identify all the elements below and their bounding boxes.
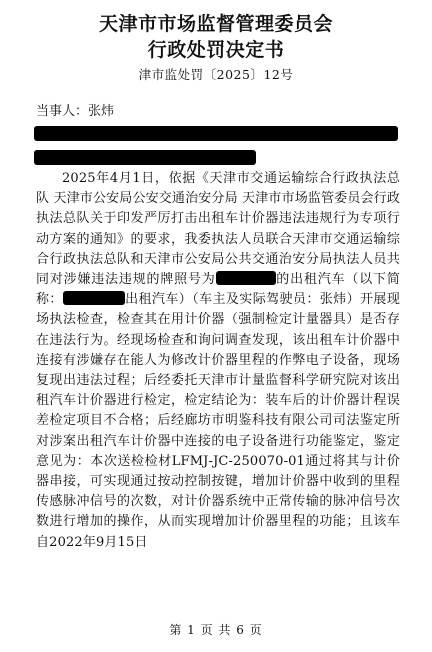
body-text-part-1: 2025年4月1日，依据《天津市交通运输综合行政执法总队 天津市公安局公安交通治安分局 天津市市场监管委员会行政执法总队关于印发严厉打击出租车计价器违法违规行为专项行动方案的通知》的要求，我委执法人员联合天津市交通运输综合行政执法总队和天津市公安局公共交通治安分局执法人员共同对涉嫌违法违规的牌照号为 bbox=[36, 171, 400, 288]
redaction-plate-number bbox=[216, 271, 276, 285]
decision-body-paragraph bbox=[36, 169, 400, 553]
document-type-title: 行政处罚决定书 bbox=[147, 39, 285, 61]
body-text-part-3: 出租汽车）（车主及实际驾驶员：张炜）开展现场执法检查，检查其在用计价器（强制检定计量器具）是否存在违法行为。经现场检查和询问调查发现，该出租车计价器中连接有涉嫌存在能人为修改计价器里程的作弊电子设备，现场复现出违法过程；后经委托天津市计量监督科学研究院对该出租汽车计价器进行检定，检定结论为：装车后的计价器计程误差检定项目不合格；后经廊坊市明鉴科技有限公司司法鉴定所对涉案出租汽车计价器中连接的电子设备进行功能鉴定，鉴定意见为：本次送检检材LFMJ-JC-250070-01通过将其与计价器串接，可实现通过按动控制按键，增加计价器中收到的里程传感脉冲信号的次数，对计价器系统中正常传输的脉冲信号次数进行增加的操作，从而实现增加计价器里程的功能；且该车自2022年9月15日 bbox=[36, 292, 400, 550]
party-line: 当事人：张炜 bbox=[36, 104, 115, 119]
redaction-bar-id bbox=[34, 150, 256, 165]
redaction-bar-address bbox=[34, 126, 398, 141]
issuing-authority-title: 天津市市场监督管理委员会 bbox=[98, 13, 333, 35]
body-text-part-2: 的出租汽车（以下简称： bbox=[36, 272, 400, 308]
redaction-plate-short bbox=[63, 291, 125, 305]
document-number: 津市监处罚〔2025〕12号 bbox=[138, 67, 294, 82]
page-footer: 第 1 页 共 6 页 bbox=[169, 623, 263, 637]
